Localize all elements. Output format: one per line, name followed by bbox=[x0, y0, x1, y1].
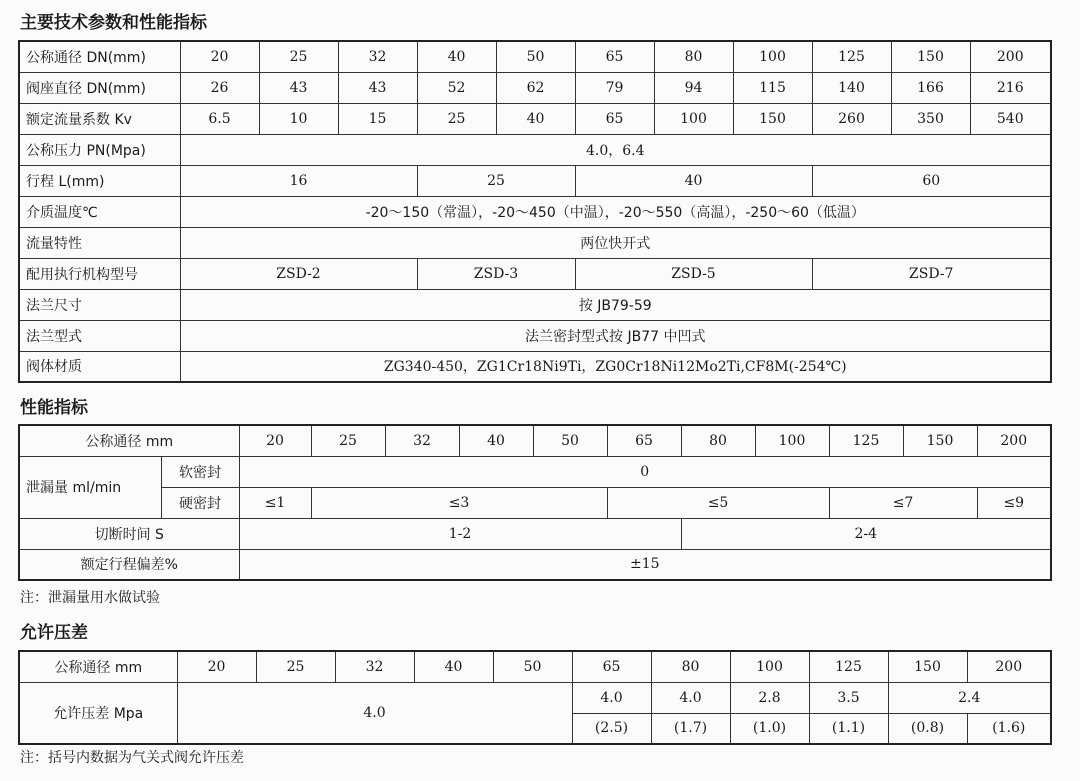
dp-upper-cell: 4.0 bbox=[651, 682, 730, 713]
perf-dn-cell: 200 bbox=[977, 425, 1051, 456]
seat-dn-cell: 79 bbox=[575, 72, 654, 103]
dp-section-title: 允许压差 bbox=[20, 623, 88, 643]
temperature-label: 介质温度℃ bbox=[19, 196, 180, 227]
perf-table bbox=[18, 424, 1052, 581]
perf-dn-cell: 40 bbox=[459, 425, 533, 456]
seat-dn-cell: 52 bbox=[417, 72, 496, 103]
perf-dn-cell: 32 bbox=[385, 425, 459, 456]
soft-seal-row bbox=[19, 456, 1051, 487]
nominal-dn-cell: 65 bbox=[575, 41, 654, 72]
hard-seal-cell: ≤7 bbox=[829, 487, 977, 518]
actuator-cell: ZSD-5 bbox=[575, 258, 812, 289]
seat-dn-cell: 166 bbox=[891, 72, 970, 103]
kv-cell: 100 bbox=[654, 103, 733, 134]
hard-seal-label: 硬密封 bbox=[161, 487, 239, 518]
flow-char-value: 两位快开式 bbox=[180, 227, 1051, 258]
cutoff-label: 切断时间 S bbox=[19, 518, 239, 549]
spec-table bbox=[18, 40, 1052, 383]
kv-label: 额定流量系数 Kv bbox=[19, 103, 180, 134]
soft-seal-value: 0 bbox=[239, 456, 1051, 487]
dp-dn-cell: 100 bbox=[730, 651, 809, 682]
kv-cell: 25 bbox=[417, 103, 496, 134]
seat-dn-cell: 26 bbox=[180, 72, 259, 103]
soft-seal-label: 软密封 bbox=[161, 456, 239, 487]
seat-dn-cell: 62 bbox=[496, 72, 575, 103]
perf-dn-cell: 150 bbox=[903, 425, 977, 456]
leakage-label: 泄漏量 ml/min bbox=[19, 456, 161, 518]
dp-lower-cell: (1.1) bbox=[809, 713, 888, 744]
nominal-dn-cell: 20 bbox=[180, 41, 259, 72]
perf-header-row bbox=[19, 425, 1051, 456]
kv-cell: 540 bbox=[970, 103, 1051, 134]
dp-upper-cell: 2.8 bbox=[730, 682, 809, 713]
perf-dn-cell: 50 bbox=[533, 425, 607, 456]
kv-cell: 350 bbox=[891, 103, 970, 134]
stroke-dev-label: 额定行程偏差% bbox=[19, 549, 239, 580]
seat-dn-cell: 94 bbox=[654, 72, 733, 103]
kv-cell: 15 bbox=[338, 103, 417, 134]
dp-dn-cell: 50 bbox=[493, 651, 572, 682]
dp-upper-cell: 3.5 bbox=[809, 682, 888, 713]
kv-cell: 150 bbox=[733, 103, 812, 134]
flange-size-value: 按 JB79-59 bbox=[180, 289, 1051, 320]
pressure-value: 4.0，6.4 bbox=[180, 134, 1051, 165]
kv-cell: 10 bbox=[259, 103, 338, 134]
dp-note: 注：括号内数据为气关式阀允许压差 bbox=[20, 750, 244, 766]
temperature-value: -20～150（常温），-20～450（中温），-20～550（高温），-250～60（低温） bbox=[180, 196, 1051, 227]
seat-dn-cell: 43 bbox=[259, 72, 338, 103]
nominal-dn-cell: 50 bbox=[496, 41, 575, 72]
kv-cell: 260 bbox=[812, 103, 891, 134]
dp-dn-cell: 200 bbox=[967, 651, 1051, 682]
nominal-dn-cell: 25 bbox=[259, 41, 338, 72]
seat-dn-cell: 140 bbox=[812, 72, 891, 103]
nominal-dn-cell: 32 bbox=[338, 41, 417, 72]
perf-dn-cell: 80 bbox=[681, 425, 755, 456]
body-material-label: 阀体材质 bbox=[19, 351, 180, 382]
actuator-cell: ZSD-2 bbox=[180, 258, 417, 289]
flange-type-row bbox=[19, 320, 1051, 351]
dp-dn-cell: 125 bbox=[809, 651, 888, 682]
nominal-dn-cell: 150 bbox=[891, 41, 970, 72]
dp-lower-cell: (1.0) bbox=[730, 713, 809, 744]
perf-dn-cell: 100 bbox=[755, 425, 829, 456]
dp-dn-cell: 32 bbox=[335, 651, 414, 682]
perf-dn-cell: 25 bbox=[311, 425, 385, 456]
nominal-dn-cell: 40 bbox=[417, 41, 496, 72]
nominal-dn-cell: 100 bbox=[733, 41, 812, 72]
stroke-cell: 60 bbox=[812, 165, 1051, 196]
stroke-cell: 16 bbox=[180, 165, 417, 196]
seat-dn-row bbox=[19, 72, 1051, 103]
dp-dn-cell: 65 bbox=[572, 651, 651, 682]
actuator-cell: ZSD-3 bbox=[417, 258, 575, 289]
kv-cell: 40 bbox=[496, 103, 575, 134]
stroke-dev-value: ±15 bbox=[239, 549, 1051, 580]
hard-seal-cell: ≤3 bbox=[311, 487, 607, 518]
dp-upper-cell: 2.4 bbox=[888, 682, 1051, 713]
pressure-row bbox=[19, 134, 1051, 165]
flow-char-row bbox=[19, 227, 1051, 258]
dp-common-value: 4.0 bbox=[177, 682, 572, 744]
flange-size-label: 法兰尺寸 bbox=[19, 289, 180, 320]
dp-lower-cell: (1.7) bbox=[651, 713, 730, 744]
kv-cell: 65 bbox=[575, 103, 654, 134]
dp-header-row bbox=[19, 651, 1051, 682]
nominal-dn-cell: 200 bbox=[970, 41, 1051, 72]
dp-lower-cell: (2.5) bbox=[572, 713, 651, 744]
flange-type-value: 法兰密封型式按 JB77 中凹式 bbox=[180, 320, 1051, 351]
actuator-row bbox=[19, 258, 1051, 289]
cutoff-cell: 1-2 bbox=[239, 518, 681, 549]
nominal-dn-row bbox=[19, 41, 1051, 72]
perf-section-title: 性能指标 bbox=[20, 398, 88, 418]
nominal-dn-cell: 125 bbox=[812, 41, 891, 72]
dp-header-label: 公称通径 mm bbox=[19, 651, 177, 682]
kv-cell: 6.5 bbox=[180, 103, 259, 134]
flow-char-label: 流量特性 bbox=[19, 227, 180, 258]
temperature-row bbox=[19, 196, 1051, 227]
spec-section-title: 主要技术参数和性能指标 bbox=[20, 13, 207, 33]
dp-lower-cell: (0.8) bbox=[888, 713, 967, 744]
cutoff-cell: 2-4 bbox=[681, 518, 1051, 549]
perf-dn-cell: 20 bbox=[239, 425, 311, 456]
hard-seal-row bbox=[19, 487, 1051, 518]
seat-dn-cell: 216 bbox=[970, 72, 1051, 103]
stroke-dev-row bbox=[19, 549, 1051, 580]
dp-table bbox=[18, 650, 1052, 745]
actuator-label: 配用执行机构型号 bbox=[19, 258, 180, 289]
stroke-label: 行程 L(mm) bbox=[19, 165, 180, 196]
dp-label: 允许压差 Mpa bbox=[19, 682, 177, 744]
flange-size-row bbox=[19, 289, 1051, 320]
pressure-label: 公称压力 PN(Mpa) bbox=[19, 134, 180, 165]
dp-lower-cell: (1.6) bbox=[967, 713, 1051, 744]
hard-seal-cell: ≤1 bbox=[239, 487, 311, 518]
seat-dn-cell: 115 bbox=[733, 72, 812, 103]
dp-dn-cell: 150 bbox=[888, 651, 967, 682]
perf-dn-cell: 125 bbox=[829, 425, 903, 456]
seat-dn-cell: 43 bbox=[338, 72, 417, 103]
actuator-cell: ZSD-7 bbox=[812, 258, 1051, 289]
perf-note: 注：泄漏量用水做试验 bbox=[20, 590, 160, 606]
dp-upper-cell: 4.0 bbox=[572, 682, 651, 713]
cutoff-row bbox=[19, 518, 1051, 549]
kv-row bbox=[19, 103, 1051, 134]
dp-dn-cell: 80 bbox=[651, 651, 730, 682]
seat-dn-label: 阀座直径 DN(mm) bbox=[19, 72, 180, 103]
dp-dn-cell: 20 bbox=[177, 651, 256, 682]
dp-upper-row bbox=[19, 682, 1051, 713]
dp-dn-cell: 25 bbox=[256, 651, 335, 682]
hard-seal-cell: ≤9 bbox=[977, 487, 1051, 518]
stroke-cell: 25 bbox=[417, 165, 575, 196]
body-material-row bbox=[19, 351, 1051, 382]
body-material-value: ZG340-450，ZG1Cr18Ni9Ti，ZG0Cr18Ni12Mo2Ti,CF8M(-254℃) bbox=[180, 351, 1051, 382]
dp-dn-cell: 40 bbox=[414, 651, 493, 682]
perf-dn-cell: 65 bbox=[607, 425, 681, 456]
stroke-row bbox=[19, 165, 1051, 196]
nominal-dn-label: 公称通径 DN(mm) bbox=[19, 41, 180, 72]
perf-header-label: 公称通径 mm bbox=[19, 425, 239, 456]
nominal-dn-cell: 80 bbox=[654, 41, 733, 72]
flange-type-label: 法兰型式 bbox=[19, 320, 180, 351]
stroke-cell: 40 bbox=[575, 165, 812, 196]
hard-seal-cell: ≤5 bbox=[607, 487, 829, 518]
